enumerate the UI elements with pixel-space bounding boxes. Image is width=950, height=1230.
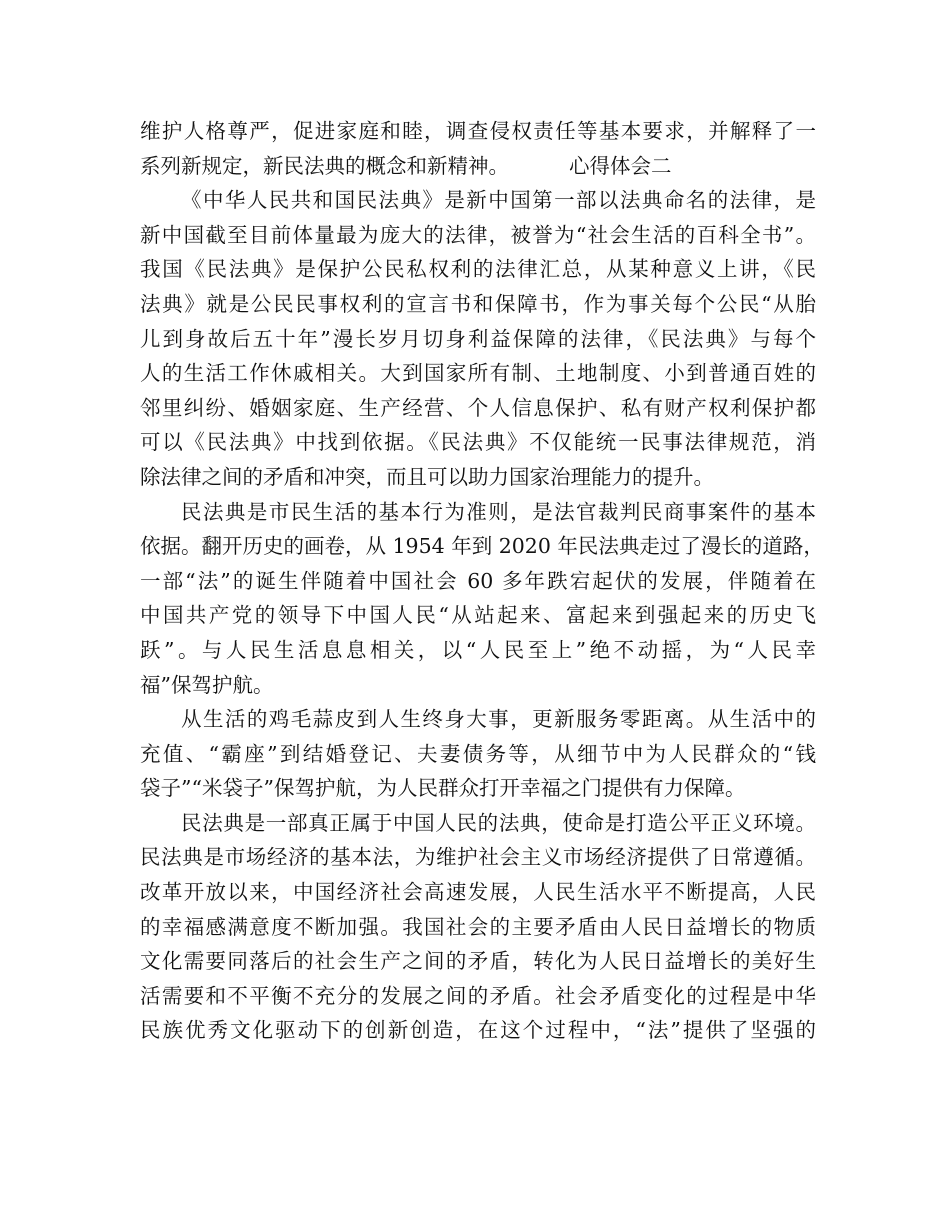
- text-line: 人的生活工作休戚相关。大到国家所有制、土地制度、小到普通百姓的: [140, 361, 816, 386]
- text-line: 从生活的鸡毛蒜皮到人生终身大事，更新服务零距离。从生活中的: [181, 707, 816, 732]
- text-line: 儿到身故后五十年”漫长岁月切身利益保障的法律，《民法典》与每个: [140, 326, 816, 351]
- text-line: 的幸福感满意度不断加强。我国社会的主要矛盾由人民日益增长的物质: [140, 914, 816, 939]
- text-line: 活需要和不平衡不充分的发展之间的矛盾。社会矛盾变化的过程是中华: [140, 983, 816, 1008]
- text-line: 可以《民法典》中找到依据。《民法典》不仅能统一民事法律规范，消: [140, 430, 816, 455]
- section-heading: 心得体会二: [569, 153, 672, 178]
- text-line: 中国共产党的领导下中国人民“从站起来、富起来到强起来的历史飞: [140, 603, 816, 628]
- text-line: 充值、“霸座”到结婚登记、夫妻债务等，从细节中为人民群众的“钱: [140, 741, 816, 766]
- text-line: [140, 149, 816, 184]
- text-line: 邻里纠纷、婚姻家庭、生产经营、个人信息保护、私有财产权利保护都: [140, 395, 816, 420]
- text-line: 一部“法”的诞生伴随着中国社会 60 多年跌宕起伏的发展，伴随着在: [140, 568, 816, 593]
- text-line: 除法律之间的矛盾和冲突，而且可以助力国家治理能力的提升。: [140, 464, 714, 489]
- text-line: 民法典是市场经济的基本法，为维护社会主义市场经济提供了日常遵循。: [140, 845, 816, 870]
- text-line: 袋子”“米袋子”保驾护航，为人民群众打开幸福之门提供有力保障。: [140, 776, 746, 801]
- text-line: 维护人格尊严，促进家庭和睦，调查侵权责任等基本要求，并解释了一: [140, 119, 816, 143]
- text-line: 《中华人民共和国民法典》是新中国第一部以法典命名的法律，是: [181, 188, 816, 213]
- text-line: 民法典是市民生活的基本行为准则，是法官裁判民商事案件的基本: [181, 499, 816, 524]
- text-line: 文化需要同落后的社会生产之间的矛盾，转化为人民日益增长的美好生: [140, 949, 816, 974]
- text-line: 我国《民法典》是保护公民私权利的法律汇总，从某种意义上讲，《民: [140, 257, 816, 282]
- text-line: 民族优秀文化驱动下的创新创造，在这个过程中，“法”提供了坚强的: [140, 1018, 816, 1043]
- text-line: 新中国截至目前体量最为庞大的法律，被誉为“社会生活的百科全书”。: [140, 222, 816, 247]
- text-line: 法典》就是公民民事权利的宣言书和保障书，作为事关每个公民“从胎: [140, 291, 816, 316]
- text-line: 民法典是一部真正属于中国人民的法典，使命是打造公平正义环境。: [181, 810, 816, 835]
- text-line: 依据。翻开历史的画卷，从 1954 年到 2020 年民法典走过了漫长的道路，: [140, 534, 824, 559]
- text-line: 改革开放以来，中国经济社会高速发展，人民生活水平不断提高，人民: [140, 880, 816, 905]
- text-line: 福”保驾护航。: [140, 672, 274, 697]
- document-page: [140, 114, 824, 1048]
- text-line: 跃”。与人民生活息息相关，以“人民至上”绝不动摇，为“人民幸: [140, 637, 816, 662]
- text-segment: 系列新规定，新民法典的概念和新精神。: [140, 153, 509, 178]
